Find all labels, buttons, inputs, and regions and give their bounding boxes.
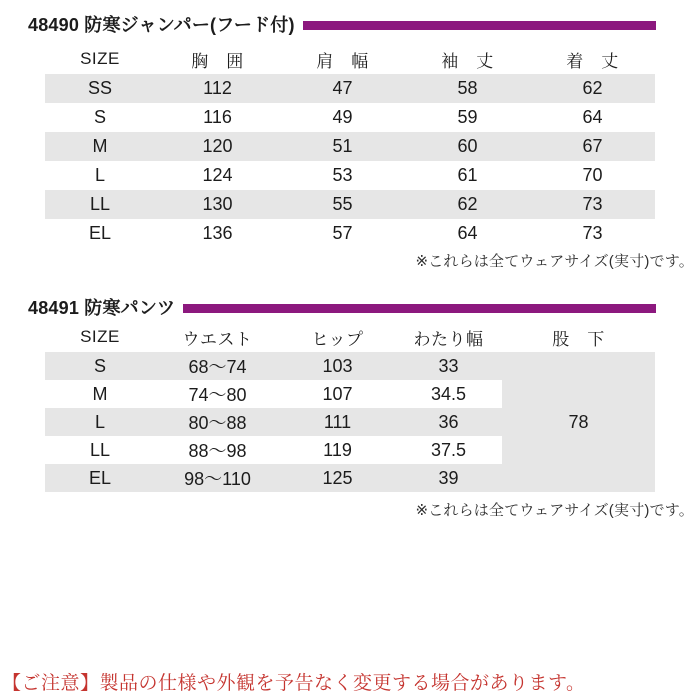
table-cell: 70 — [582, 165, 603, 185]
table-cell: 47 — [332, 78, 353, 98]
table-cell: 57 — [332, 223, 353, 243]
column-header-chest: 胸 囲 — [191, 51, 244, 71]
table-row-el — [45, 219, 655, 248]
table-cell: 39 — [438, 467, 459, 488]
table-row-s — [45, 103, 655, 132]
table-cell: LL — [89, 439, 111, 460]
table-cell: 49 — [332, 107, 353, 127]
column-header-hip: ヒップ — [311, 329, 364, 349]
table-cell: 130 — [202, 194, 233, 214]
column-header-length: 着 丈 — [566, 51, 619, 71]
table-cell: 68～74 — [188, 357, 247, 377]
table-cell: M — [92, 136, 108, 156]
table-cell: 111 — [323, 411, 352, 432]
table-cell: M — [92, 383, 108, 404]
table-cell: 119 — [323, 439, 352, 460]
pants-product-title: 48491 防寒パンツ — [28, 298, 176, 318]
table-cell: 98～110 — [184, 469, 251, 489]
table-row-ss — [45, 74, 655, 103]
table-cell: 67 — [582, 136, 603, 156]
jacket-title-accent-bar — [303, 21, 656, 30]
table-cell: 124 — [202, 165, 233, 185]
table-cell: 107 — [322, 383, 353, 404]
table-cell: 55 — [332, 194, 353, 214]
column-header-thigh: わたり幅 — [413, 329, 484, 349]
table-cell: S — [93, 107, 106, 127]
jacket-size-table — [45, 44, 655, 248]
table-cell: 74～80 — [188, 385, 247, 405]
jacket-product-title: 48490 防寒ジャンパー(フード付) — [28, 15, 295, 35]
jacket-title-row — [28, 11, 656, 37]
table-cell: 73 — [582, 223, 603, 243]
table-cell: 33 — [438, 355, 459, 376]
table-row-l — [45, 161, 655, 190]
table-cell: 34.5 — [430, 383, 467, 404]
pants-wear-size-note: ※これらは全てウェアサイズ(実寸)です。 — [415, 502, 694, 519]
caution-notice: 【ご注意】製品の仕様や外観を予告なく変更する場合があります。 — [2, 673, 586, 694]
column-header-size: SIZE — [80, 49, 120, 68]
table-cell: 51 — [332, 136, 353, 156]
table-cell: 58 — [457, 78, 478, 98]
table-cell: 37.5 — [430, 439, 467, 460]
jacket-table-header-row — [45, 44, 655, 74]
table-cell: 136 — [202, 223, 233, 243]
column-header-shoulder: 肩 幅 — [316, 51, 369, 71]
table-cell: 120 — [202, 136, 233, 156]
table-cell: 80～88 — [188, 413, 247, 433]
pants-title-row — [28, 294, 656, 320]
table-cell: 62 — [582, 78, 603, 98]
table-row-m — [45, 132, 655, 161]
table-cell: 116 — [203, 107, 232, 127]
table-cell: 64 — [457, 223, 478, 243]
table-cell: 125 — [322, 467, 353, 488]
table-cell: L — [94, 411, 105, 432]
pants-table-body — [45, 352, 655, 492]
table-cell: 73 — [582, 194, 603, 214]
table-cell: LL — [89, 194, 111, 214]
table-cell: L — [94, 165, 105, 185]
column-header-sleeve: 袖 丈 — [441, 51, 494, 71]
jacket-wear-size-note: ※これらは全てウェアサイズ(実寸)です。 — [415, 253, 694, 270]
table-cell: 60 — [457, 136, 478, 156]
pants-size-table — [45, 322, 655, 492]
table-cell: 62 — [457, 194, 478, 214]
merged-inseam-cell: 78 — [502, 352, 655, 492]
column-header-size: SIZE — [80, 327, 120, 346]
column-header-inseam: 股 下 — [552, 329, 605, 349]
table-row-ll — [45, 190, 655, 219]
column-header-waist: ウエスト — [182, 329, 253, 349]
table-cell: EL — [88, 467, 112, 488]
table-cell: 88～98 — [188, 441, 247, 461]
table-cell: 61 — [457, 165, 478, 185]
table-cell: 103 — [322, 355, 353, 376]
table-cell: 112 — [203, 78, 232, 98]
table-cell: 36 — [438, 411, 459, 432]
table-cell: 64 — [582, 107, 603, 127]
pants-table-header-row — [45, 322, 655, 352]
table-cell: SS — [87, 78, 112, 98]
table-cell: EL — [88, 223, 112, 243]
table-cell: 53 — [332, 165, 353, 185]
table-cell: 59 — [457, 107, 478, 127]
table-cell: S — [93, 355, 106, 376]
pants-title-accent-bar — [183, 304, 656, 313]
